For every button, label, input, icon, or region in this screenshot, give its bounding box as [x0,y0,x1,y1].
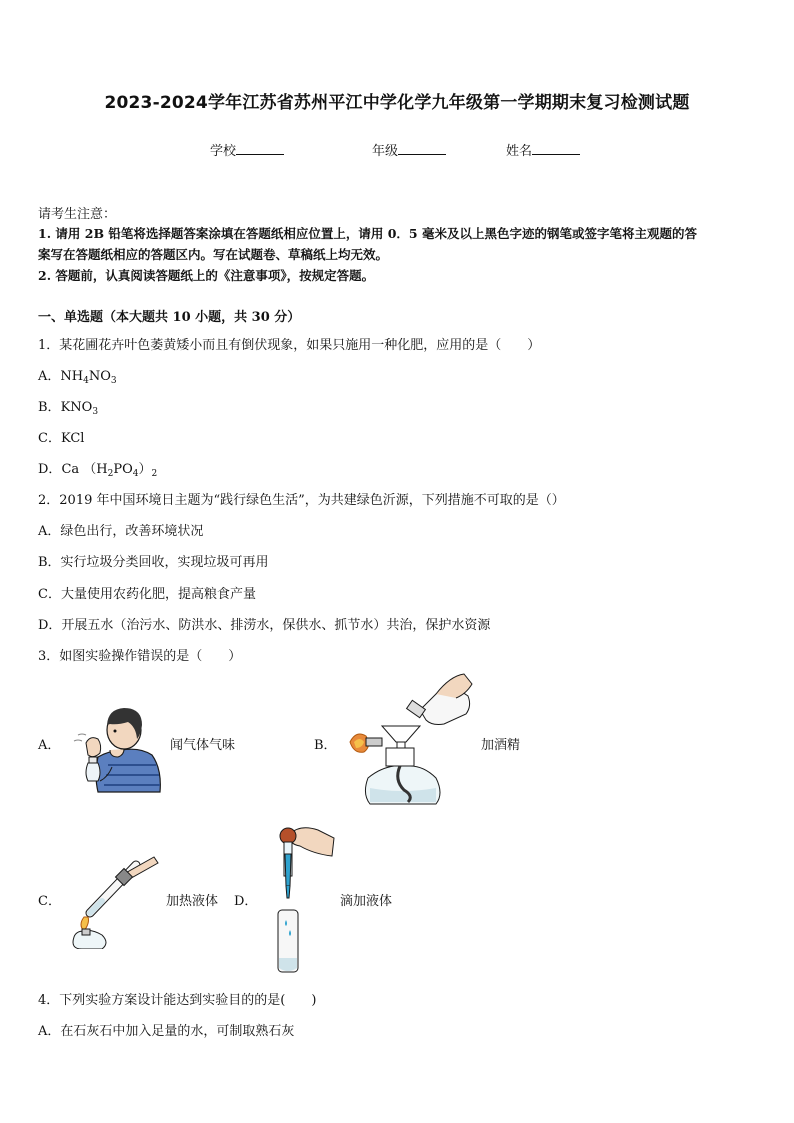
page-title: 2023-2024学年江苏省苏州平江中学化学九年级第一学期期末复习检测试题 [104,93,690,113]
q2-option-a: A．绿色出行，改善环境状况 [38,524,204,539]
section-heading: 一、单选题（本大题共 10 小题，共 30 分） [38,310,301,325]
q3-stem: 3．如图实验操作错误的是（ ） [38,649,242,664]
q2-stem: 2．2019 年中国环境日主题为“践行绿色生活”，为共建绿色沂源，下列措施不可取的是（） [38,493,565,508]
q2-option-c: C．大量使用农药化肥，提高粮食产量 [38,587,256,602]
q3-option-c-caption: 加热液体 [166,894,219,909]
grade-blank [398,142,446,155]
q3-option-a-label: A． [38,738,61,753]
q3-option-a-caption: 闻气体气味 [170,738,236,753]
q3-option-b-caption: 加酒精 [481,738,521,753]
q1-option-a: A．$NH_4NO_3$ [38,369,117,386]
notice-item2: 2. 答题前，认真阅读答题纸上的《注意事项》，按规定答题。 [38,268,375,283]
q2-option-d: D．开展五水（治污水、防洪水、排涝水，保供水、抓节水）共治，保护水资源 [38,618,491,633]
notice-item1-line1: 1. 请用 2B 铅笔将选择题答案涂填在答题纸相应位置上，请用 0．5 毫米及以上黑色字迹的钢笔或签字笔将主观题的答 [38,226,697,241]
q2-option-b: B．实行垃圾分类回收，实现垃圾可再用 [38,555,269,570]
notice-heading: 请考生注意： [38,207,117,222]
q3-option-d-caption: 滴加液体 [340,894,393,909]
heat-liquid-illustration [62,853,162,949]
q3-option-b-label: B． [314,738,337,753]
q1-option-c: C．KCl [38,431,85,446]
q4-stem: 4．下列实验方案设计能达到实验目的的是( ) [38,993,317,1008]
q3-option-d-label: D． [234,894,258,909]
grade-field [372,140,446,159]
smell-gas-illustration [64,695,170,793]
add-alcohol-illustration [340,670,476,810]
q1-option-b: B．$KNO_3$ [38,400,99,417]
name-field [506,140,580,159]
school-blank [236,142,284,155]
drop-liquid-illustration [266,824,336,976]
q3-option-c-label: C． [38,894,61,909]
q4-option-a: A．在石灰石中加入足量的水，可制取熟石灰 [38,1024,295,1039]
school-field [210,140,284,159]
q1-stem: 1．某花圃花卉叶色萎黄矮小而且有倒伏现象，如果只施用一种化肥，应用的是（ ） [38,338,541,353]
notice-item1-line2: 案写在答题纸相应的答题区内。写在试题卷、草稿纸上均无效。 [38,247,389,262]
school-label: 学校 [210,144,237,159]
name-blank [532,142,580,155]
grade-label: 年级 [372,144,399,159]
q1-option-d: D．Ca $(H_2PO_4)_2$ [38,462,158,479]
name-label: 姓名 [506,144,533,159]
